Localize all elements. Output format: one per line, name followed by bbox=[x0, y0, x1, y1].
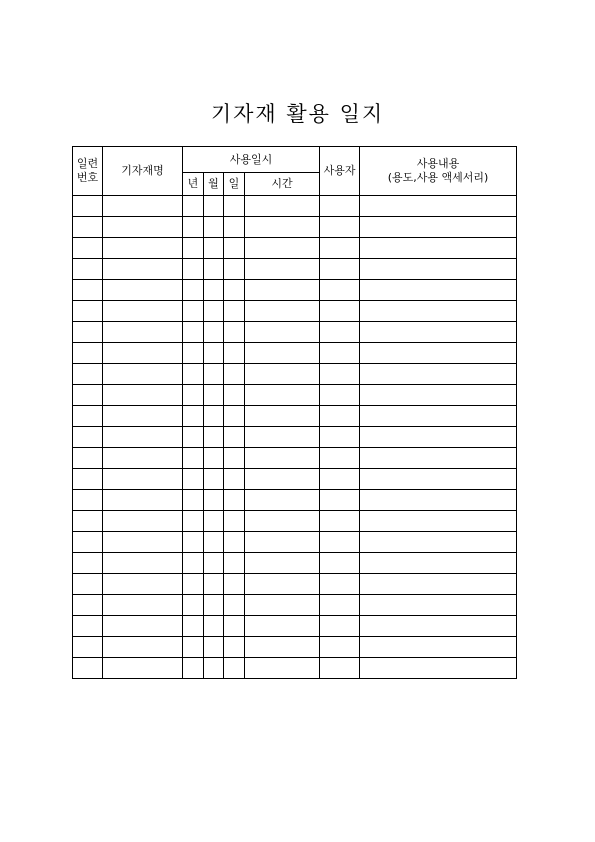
time-cell[interactable] bbox=[245, 385, 320, 406]
serial-number-cell[interactable] bbox=[73, 343, 103, 364]
table-row bbox=[73, 343, 517, 364]
year-cell[interactable] bbox=[183, 259, 204, 280]
table-row bbox=[73, 511, 517, 532]
time-cell[interactable] bbox=[245, 448, 320, 469]
month-cell[interactable] bbox=[204, 616, 224, 637]
year-cell[interactable] bbox=[183, 406, 204, 427]
year-cell[interactable] bbox=[183, 343, 204, 364]
day-cell[interactable] bbox=[224, 217, 245, 238]
user-cell[interactable] bbox=[320, 658, 360, 679]
day-cell[interactable] bbox=[224, 553, 245, 574]
serial-number-cell[interactable] bbox=[73, 385, 103, 406]
equipment-name-cell[interactable] bbox=[103, 553, 183, 574]
equipment-name-cell[interactable] bbox=[103, 469, 183, 490]
equipment-name-cell[interactable] bbox=[103, 196, 183, 217]
time-cell[interactable] bbox=[245, 259, 320, 280]
equipment-name-cell[interactable] bbox=[103, 280, 183, 301]
year-cell[interactable] bbox=[183, 511, 204, 532]
user-cell[interactable] bbox=[320, 511, 360, 532]
usage-content-cell[interactable] bbox=[360, 490, 517, 511]
day-cell[interactable] bbox=[224, 280, 245, 301]
log-table-body bbox=[73, 196, 517, 679]
month-cell[interactable] bbox=[204, 280, 224, 301]
usage-content-cell[interactable] bbox=[360, 385, 517, 406]
month-cell[interactable] bbox=[204, 259, 224, 280]
year-cell[interactable] bbox=[183, 637, 204, 658]
year-cell[interactable] bbox=[183, 532, 204, 553]
day-cell[interactable] bbox=[224, 238, 245, 259]
page-title: 기자재 활용 일지 bbox=[210, 102, 385, 126]
day-cell[interactable] bbox=[224, 595, 245, 616]
year-cell[interactable] bbox=[183, 280, 204, 301]
table-row bbox=[73, 448, 517, 469]
equipment-name-cell[interactable] bbox=[103, 574, 183, 595]
time-cell[interactable] bbox=[245, 238, 320, 259]
user-cell[interactable] bbox=[320, 280, 360, 301]
user-cell[interactable] bbox=[320, 364, 360, 385]
usage-content-cell[interactable] bbox=[360, 406, 517, 427]
serial-number-cell[interactable] bbox=[73, 427, 103, 448]
serial-number-cell[interactable] bbox=[73, 196, 103, 217]
month-cell[interactable] bbox=[204, 406, 224, 427]
year-cell[interactable] bbox=[183, 322, 204, 343]
time-cell[interactable] bbox=[245, 196, 320, 217]
serial-number-cell[interactable] bbox=[73, 259, 103, 280]
day-cell[interactable] bbox=[224, 385, 245, 406]
month-cell[interactable] bbox=[204, 385, 224, 406]
month-cell[interactable] bbox=[204, 322, 224, 343]
user-cell[interactable] bbox=[320, 259, 360, 280]
year-cell[interactable] bbox=[183, 595, 204, 616]
day-cell[interactable] bbox=[224, 196, 245, 217]
equipment-name-cell[interactable] bbox=[103, 238, 183, 259]
year-cell[interactable] bbox=[183, 427, 204, 448]
time-cell[interactable] bbox=[245, 364, 320, 385]
time-cell[interactable] bbox=[245, 280, 320, 301]
time-cell[interactable] bbox=[245, 574, 320, 595]
table-row bbox=[73, 322, 517, 343]
equipment-name-cell[interactable] bbox=[103, 490, 183, 511]
usage-content-cell[interactable] bbox=[360, 322, 517, 343]
table-row bbox=[73, 553, 517, 574]
day-cell[interactable] bbox=[224, 364, 245, 385]
serial-number-cell[interactable] bbox=[73, 469, 103, 490]
day-cell[interactable] bbox=[224, 490, 245, 511]
user-cell[interactable] bbox=[320, 196, 360, 217]
month-cell[interactable] bbox=[204, 238, 224, 259]
usage-content-cell[interactable] bbox=[360, 616, 517, 637]
month-cell[interactable] bbox=[204, 658, 224, 679]
year-cell[interactable] bbox=[183, 553, 204, 574]
equipment-name-cell[interactable] bbox=[103, 217, 183, 238]
month-cell[interactable] bbox=[204, 553, 224, 574]
equipment-name-cell[interactable] bbox=[103, 385, 183, 406]
usage-content-cell[interactable] bbox=[360, 637, 517, 658]
year-cell[interactable] bbox=[183, 616, 204, 637]
usage-content-cell[interactable] bbox=[360, 364, 517, 385]
table-row bbox=[73, 301, 517, 322]
equipment-name-header: 기자재명 bbox=[103, 147, 183, 196]
month-cell[interactable] bbox=[204, 196, 224, 217]
serial-number-cell[interactable] bbox=[73, 322, 103, 343]
usage-content-cell[interactable] bbox=[360, 343, 517, 364]
usage-datetime-header: 사용일시 bbox=[183, 147, 320, 173]
usage-content-cell[interactable] bbox=[360, 658, 517, 679]
month-cell[interactable] bbox=[204, 448, 224, 469]
day-cell[interactable] bbox=[224, 574, 245, 595]
day-cell[interactable] bbox=[224, 406, 245, 427]
month-cell[interactable] bbox=[204, 217, 224, 238]
user-cell[interactable] bbox=[320, 637, 360, 658]
usage-content-cell[interactable] bbox=[360, 259, 517, 280]
equipment-name-cell[interactable] bbox=[103, 427, 183, 448]
day-cell[interactable] bbox=[224, 343, 245, 364]
month-cell[interactable] bbox=[204, 469, 224, 490]
month-cell[interactable] bbox=[204, 511, 224, 532]
usage-content-cell[interactable] bbox=[360, 448, 517, 469]
time-cell[interactable] bbox=[245, 553, 320, 574]
usage-content-cell[interactable] bbox=[360, 196, 517, 217]
time-cell[interactable] bbox=[245, 637, 320, 658]
year-header: 년 bbox=[183, 173, 204, 196]
user-cell[interactable] bbox=[320, 343, 360, 364]
table-row bbox=[73, 385, 517, 406]
table-row bbox=[73, 280, 517, 301]
month-cell[interactable] bbox=[204, 490, 224, 511]
year-cell[interactable] bbox=[183, 658, 204, 679]
time-cell[interactable] bbox=[245, 322, 320, 343]
day-cell[interactable] bbox=[224, 301, 245, 322]
user-cell[interactable] bbox=[320, 301, 360, 322]
table-row bbox=[73, 658, 517, 679]
usage-content-cell[interactable] bbox=[360, 595, 517, 616]
month-cell[interactable] bbox=[204, 532, 224, 553]
day-cell[interactable] bbox=[224, 322, 245, 343]
time-cell[interactable] bbox=[245, 301, 320, 322]
time-cell[interactable] bbox=[245, 616, 320, 637]
serial-number-header-line1: 일련 bbox=[76, 157, 99, 171]
table-row bbox=[73, 637, 517, 658]
day-cell[interactable] bbox=[224, 616, 245, 637]
year-cell[interactable] bbox=[183, 301, 204, 322]
serial-number-header-line2: 번호 bbox=[76, 171, 99, 184]
month-cell[interactable] bbox=[204, 343, 224, 364]
serial-number-cell[interactable] bbox=[73, 616, 103, 637]
table-row bbox=[73, 238, 517, 259]
time-cell[interactable] bbox=[245, 469, 320, 490]
month-cell[interactable] bbox=[204, 595, 224, 616]
equipment-usage-log-table bbox=[72, 146, 517, 679]
table-row bbox=[73, 427, 517, 448]
usage-content-header-line1: 사용내용 bbox=[416, 157, 460, 171]
user-cell[interactable] bbox=[320, 490, 360, 511]
user-cell[interactable] bbox=[320, 553, 360, 574]
month-header: 월 bbox=[204, 173, 224, 196]
day-cell[interactable] bbox=[224, 511, 245, 532]
user-cell[interactable] bbox=[320, 574, 360, 595]
serial-number-cell[interactable] bbox=[73, 637, 103, 658]
equipment-name-cell[interactable] bbox=[103, 595, 183, 616]
serial-number-cell[interactable] bbox=[73, 490, 103, 511]
usage-content-cell[interactable] bbox=[360, 469, 517, 490]
year-cell[interactable] bbox=[183, 364, 204, 385]
month-cell[interactable] bbox=[204, 427, 224, 448]
time-header: 시간 bbox=[245, 173, 320, 196]
day-cell[interactable] bbox=[224, 259, 245, 280]
serial-number-header bbox=[73, 147, 103, 196]
usage-content-cell[interactable] bbox=[360, 280, 517, 301]
time-cell[interactable] bbox=[245, 511, 320, 532]
month-cell[interactable] bbox=[204, 574, 224, 595]
equipment-name-cell[interactable] bbox=[103, 532, 183, 553]
serial-number-cell[interactable] bbox=[73, 595, 103, 616]
year-cell[interactable] bbox=[183, 238, 204, 259]
equipment-name-cell[interactable] bbox=[103, 259, 183, 280]
serial-number-cell[interactable] bbox=[73, 301, 103, 322]
serial-number-cell[interactable] bbox=[73, 364, 103, 385]
user-cell[interactable] bbox=[320, 217, 360, 238]
user-cell[interactable] bbox=[320, 469, 360, 490]
month-cell[interactable] bbox=[204, 364, 224, 385]
day-cell[interactable] bbox=[224, 427, 245, 448]
table-row bbox=[73, 364, 517, 385]
serial-number-cell[interactable] bbox=[73, 448, 103, 469]
day-cell[interactable] bbox=[224, 637, 245, 658]
usage-content-cell[interactable] bbox=[360, 427, 517, 448]
equipment-name-cell[interactable] bbox=[103, 511, 183, 532]
time-cell[interactable] bbox=[245, 427, 320, 448]
equipment-name-cell[interactable] bbox=[103, 343, 183, 364]
table-row bbox=[73, 532, 517, 553]
month-cell[interactable] bbox=[204, 637, 224, 658]
table-row bbox=[73, 616, 517, 637]
user-cell[interactable] bbox=[320, 616, 360, 637]
equipment-name-cell[interactable] bbox=[103, 322, 183, 343]
year-cell[interactable] bbox=[183, 574, 204, 595]
table-row bbox=[73, 217, 517, 238]
table-row bbox=[73, 595, 517, 616]
serial-number-cell[interactable] bbox=[73, 574, 103, 595]
day-cell[interactable] bbox=[224, 448, 245, 469]
user-cell[interactable] bbox=[320, 532, 360, 553]
usage-content-cell[interactable] bbox=[360, 238, 517, 259]
usage-content-cell[interactable] bbox=[360, 574, 517, 595]
equipment-name-cell[interactable] bbox=[103, 448, 183, 469]
equipment-name-cell[interactable] bbox=[103, 637, 183, 658]
time-cell[interactable] bbox=[245, 343, 320, 364]
day-cell[interactable] bbox=[224, 469, 245, 490]
month-cell[interactable] bbox=[204, 301, 224, 322]
year-cell[interactable] bbox=[183, 469, 204, 490]
user-cell[interactable] bbox=[320, 385, 360, 406]
serial-number-cell[interactable] bbox=[73, 511, 103, 532]
serial-number-cell[interactable] bbox=[73, 406, 103, 427]
year-cell[interactable] bbox=[183, 196, 204, 217]
equipment-name-cell[interactable] bbox=[103, 658, 183, 679]
usage-content-cell[interactable] bbox=[360, 217, 517, 238]
time-cell[interactable] bbox=[245, 217, 320, 238]
user-cell[interactable] bbox=[320, 595, 360, 616]
serial-number-cell[interactable] bbox=[73, 532, 103, 553]
usage-content-header-line2: (용도,사용 액세서리) bbox=[387, 171, 489, 184]
equipment-name-cell[interactable] bbox=[103, 301, 183, 322]
usage-content-cell[interactable] bbox=[360, 553, 517, 574]
equipment-name-cell[interactable] bbox=[103, 406, 183, 427]
table-row bbox=[73, 406, 517, 427]
user-cell[interactable] bbox=[320, 448, 360, 469]
table-row bbox=[73, 490, 517, 511]
header-row-1 bbox=[73, 147, 517, 173]
equipment-name-cell[interactable] bbox=[103, 616, 183, 637]
user-cell[interactable] bbox=[320, 322, 360, 343]
year-cell[interactable] bbox=[183, 385, 204, 406]
user-cell[interactable] bbox=[320, 427, 360, 448]
serial-number-cell[interactable] bbox=[73, 553, 103, 574]
time-cell[interactable] bbox=[245, 658, 320, 679]
usage-content-cell[interactable] bbox=[360, 301, 517, 322]
time-cell[interactable] bbox=[245, 490, 320, 511]
time-cell[interactable] bbox=[245, 532, 320, 553]
user-header: 사용자 bbox=[320, 147, 360, 196]
user-cell[interactable] bbox=[320, 406, 360, 427]
day-cell[interactable] bbox=[224, 658, 245, 679]
usage-content-cell[interactable] bbox=[360, 532, 517, 553]
serial-number-cell[interactable] bbox=[73, 280, 103, 301]
day-cell[interactable] bbox=[224, 532, 245, 553]
year-cell[interactable] bbox=[183, 217, 204, 238]
equipment-name-cell[interactable] bbox=[103, 364, 183, 385]
table-row bbox=[73, 574, 517, 595]
serial-number-cell[interactable] bbox=[73, 238, 103, 259]
usage-content-header bbox=[360, 147, 517, 196]
table-row bbox=[73, 259, 517, 280]
time-cell[interactable] bbox=[245, 406, 320, 427]
user-cell[interactable] bbox=[320, 238, 360, 259]
year-cell[interactable] bbox=[183, 448, 204, 469]
day-header: 일 bbox=[224, 173, 245, 196]
serial-number-cell[interactable] bbox=[73, 658, 103, 679]
table-row bbox=[73, 469, 517, 490]
usage-content-cell[interactable] bbox=[360, 511, 517, 532]
serial-number-cell[interactable] bbox=[73, 217, 103, 238]
time-cell[interactable] bbox=[245, 595, 320, 616]
year-cell[interactable] bbox=[183, 490, 204, 511]
table-row bbox=[73, 196, 517, 217]
